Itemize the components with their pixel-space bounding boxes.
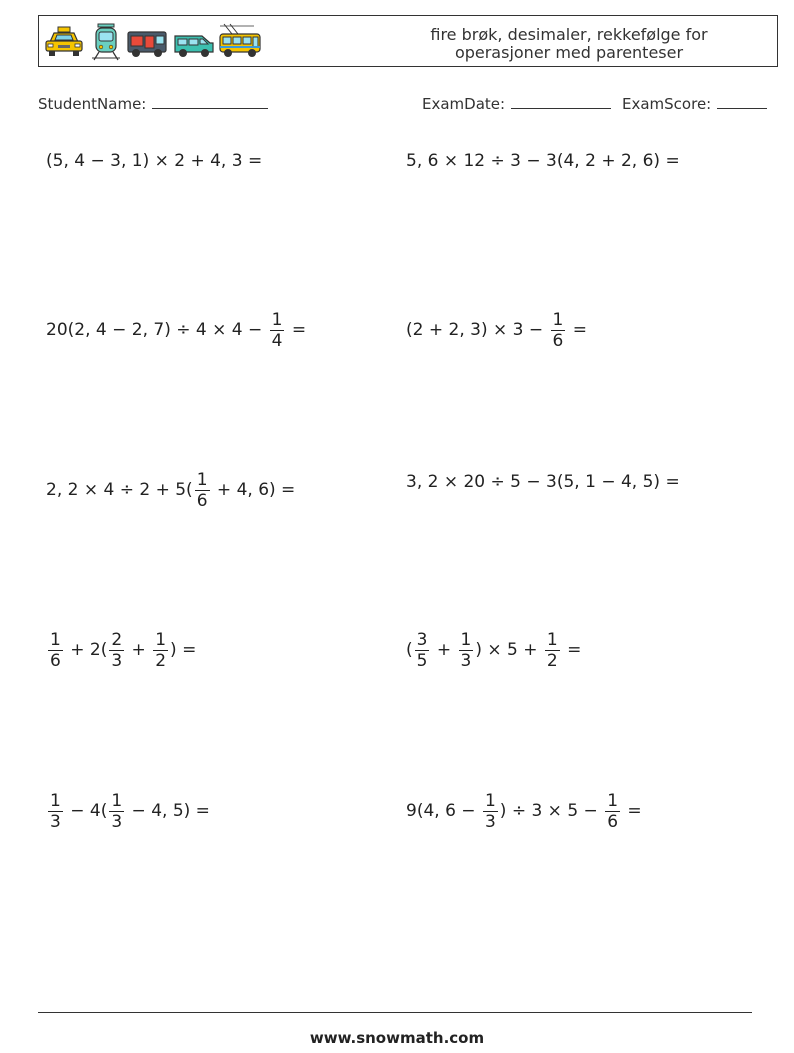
expression-text: (2 + 2, 3) × 3 − — [406, 320, 549, 340]
expression-text: = — [286, 320, 307, 340]
problem-6 — [406, 457, 680, 507]
expression-text: 3, 2 × 20 ÷ 5 − 3(5, 1 − 4, 5) = — [406, 472, 680, 492]
expression-text: + — [126, 640, 152, 660]
fraction-numerator: 1 — [50, 629, 61, 650]
student-name-blank[interactable] — [152, 94, 268, 109]
fraction — [415, 630, 430, 671]
problem-4 — [406, 305, 587, 355]
fraction-denominator: 3 — [111, 650, 123, 671]
exam-date-label: ExamDate: — [422, 95, 506, 113]
fraction-denominator: 6 — [552, 330, 564, 351]
fraction — [545, 630, 560, 671]
taxi-icon — [42, 22, 86, 62]
expression-text: ) = — [170, 640, 197, 660]
problem-3 — [46, 305, 306, 355]
fraction — [109, 791, 124, 832]
fraction-denominator: 3 — [111, 811, 123, 832]
expression-text: ) × 5 + — [475, 640, 543, 660]
fraction — [483, 791, 498, 832]
van-icon — [172, 22, 216, 62]
fraction-numerator: 1 — [460, 629, 472, 650]
footer-divider — [38, 1012, 752, 1013]
fraction-denominator: 2 — [155, 650, 167, 671]
fraction-numerator: 1 — [607, 790, 619, 811]
fraction — [109, 630, 124, 671]
fraction-numerator: 1 — [196, 469, 208, 490]
fraction — [195, 470, 210, 511]
fraction — [48, 791, 63, 832]
exam-date-blank[interactable] — [511, 94, 611, 109]
expression-text: + 4, 6) = — [211, 480, 296, 500]
problem-2 — [406, 136, 680, 186]
vehicle-icons — [42, 22, 262, 62]
camper-van-icon — [126, 22, 170, 62]
problem-1 — [46, 136, 262, 186]
fraction-denominator: 2 — [546, 650, 558, 671]
tram-icon — [88, 22, 124, 62]
expression-text: = — [622, 801, 642, 821]
expression-text: = — [567, 320, 587, 340]
fraction-denominator: 5 — [416, 650, 428, 671]
problem-9 — [46, 786, 210, 836]
worksheet-header — [38, 15, 778, 67]
expression-text: − 4, 5) = — [126, 801, 210, 821]
fraction-denominator: 3 — [460, 650, 472, 671]
fraction-numerator: 1 — [111, 790, 123, 811]
footer-url[interactable]: www.snowmath.com — [309, 1029, 485, 1047]
fraction-denominator: 6 — [196, 490, 208, 511]
expression-text: = — [561, 640, 582, 660]
fraction — [459, 630, 474, 671]
fraction-denominator: 4 — [271, 330, 283, 351]
fraction-denominator: 3 — [484, 811, 496, 832]
fraction — [153, 630, 168, 671]
fraction-denominator: 6 — [50, 650, 61, 671]
student-name-label: StudentName: — [38, 95, 147, 113]
expression-text: − 4( — [64, 801, 108, 821]
trolleybus-icon — [218, 22, 262, 62]
fraction-numerator: 1 — [546, 629, 558, 650]
fraction-numerator: 1 — [552, 309, 564, 330]
expression-text: 9(4, 6 − — [406, 801, 481, 821]
problem-7 — [46, 625, 196, 675]
expression-text: 20(2, 4 − 2, 7) ÷ 4 × 4 − — [46, 320, 268, 340]
title-line-1: fire brøk, desimaler, rekkefølge for — [430, 25, 708, 44]
expression-text: + — [431, 640, 457, 660]
expression-text: + 2( — [64, 640, 108, 660]
title-line-2: operasjoner med parenteser — [454, 43, 684, 62]
exam-score-field — [622, 94, 767, 113]
fraction-denominator: 6 — [607, 811, 619, 832]
problem-5 — [46, 465, 295, 515]
expression-text: 2, 2 × 4 ÷ 2 + 5( — [46, 480, 193, 500]
fraction-numerator: 1 — [271, 309, 283, 330]
expression-text: ) ÷ 3 × 5 − — [499, 801, 604, 821]
fraction — [48, 630, 63, 671]
expression-text: ( — [406, 640, 413, 660]
worksheet-title — [399, 26, 739, 62]
fraction-denominator: 3 — [50, 811, 61, 832]
problem-8 — [406, 625, 581, 675]
fraction-numerator: 2 — [111, 629, 123, 650]
fraction — [551, 310, 566, 351]
fraction-numerator: 1 — [155, 629, 167, 650]
fraction-numerator: 1 — [50, 790, 61, 811]
student-name-field — [38, 94, 268, 113]
problem-10 — [406, 786, 642, 836]
fraction-numerator: 3 — [416, 629, 428, 650]
fraction — [605, 791, 620, 832]
exam-date-field — [422, 94, 611, 113]
exam-score-label: ExamScore: — [622, 95, 712, 113]
exam-score-blank[interactable] — [717, 94, 767, 109]
fraction-numerator: 1 — [484, 790, 496, 811]
fraction — [270, 310, 285, 351]
expression-text: 5, 6 × 12 ÷ 3 − 3(4, 2 + 2, 6) = — [406, 151, 680, 171]
expression-text: (5, 4 − 3, 1) × 2 + 4, 3 = — [46, 151, 263, 171]
